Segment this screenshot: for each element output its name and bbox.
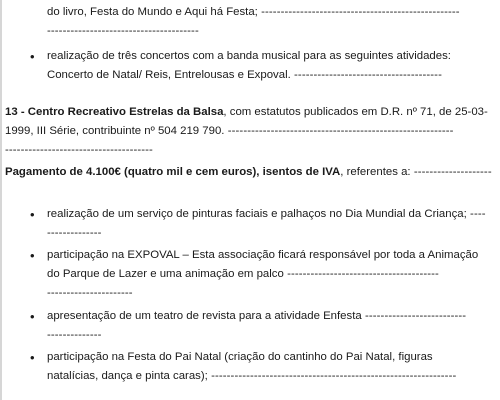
dash-fill-line: --------------------------------------- — [47, 25, 199, 37]
list-item-line: realização de três concertos com a banda musical para as seguintes atividades: — [47, 50, 451, 62]
list-item-continued-line — [47, 3, 460, 23]
text-segment: apresentação de um teatro de revista para a atividade Enfesta — [47, 310, 362, 322]
list-item-line — [47, 307, 466, 327]
text-segment: , referentes a: — [340, 166, 411, 178]
text-segment: realização de um serviço de pinturas faciais e palhaços no Dia Mundial da Criança; — [47, 208, 467, 220]
list-item-line: participação na Festa do Pai Natal (criação do cantinho do Pai Natal, figuras — [47, 351, 433, 363]
dash-fill-line: -------------- — [47, 329, 102, 341]
list-item-line — [47, 205, 486, 225]
dash-fill-line: -------------- — [47, 227, 102, 239]
dash-fill: --------------------------------------------------------------- — [207, 370, 457, 382]
dash-fill-line: ---------------------- — [47, 287, 133, 299]
dash-fill: -------------------------- — [361, 310, 467, 322]
bullet-icon: • — [30, 49, 35, 64]
entity-detail-line — [5, 122, 454, 142]
text-segment: , com estatutos publicados em D.R. nº 71, de 25-03- — [223, 106, 488, 118]
dash-fill: -------------------- — [410, 166, 492, 178]
list-item-line — [47, 265, 439, 285]
payment-amount: Pagamento de 4.100€ (quatro mil e cem euros), isentos de IVA — [5, 166, 341, 178]
payment-line — [5, 163, 492, 183]
dash-fill: -------------------------------------- — [290, 69, 442, 81]
text-segment: 1999, III Série, contribuinte nº 504 219 790. — [5, 125, 225, 137]
list-item-line — [47, 66, 442, 86]
list-item-line: participação na EXPOVAL – Esta associação ficará responsável por toda a Animação — [47, 249, 479, 261]
text-segment: natalícias, dança e pinta caras); — [47, 370, 208, 382]
bullet-icon: • — [30, 248, 35, 263]
bullet-icon: • — [30, 207, 35, 222]
text-segment: Concerto de Natal/ Reis, Entrelousas e Expoval. — [47, 69, 291, 81]
bullet-icon: • — [30, 309, 35, 324]
dash-fill-line: -------------------------------------- — [5, 144, 153, 156]
entity-heading-line — [5, 103, 488, 123]
text-segment: do Parque de Lazer e uma animação em palco — [47, 268, 284, 280]
dash-fill: ---- — [466, 208, 486, 220]
dash-fill: --------------------------------------- — [283, 268, 439, 280]
entity-name: 13 - Centro Recreativo Estrelas da Balsa — [5, 106, 224, 118]
text-segment: do livro, Festa do Mundo e Aqui há Festa; — [47, 6, 258, 18]
dash-fill: ---------------------------------------------------------- — [224, 125, 454, 137]
dash-fill: --------------------------------------------------- — [257, 6, 460, 18]
bullet-icon: • — [30, 350, 35, 365]
list-item-line — [47, 367, 456, 387]
page-edge — [0, 0, 2, 400]
